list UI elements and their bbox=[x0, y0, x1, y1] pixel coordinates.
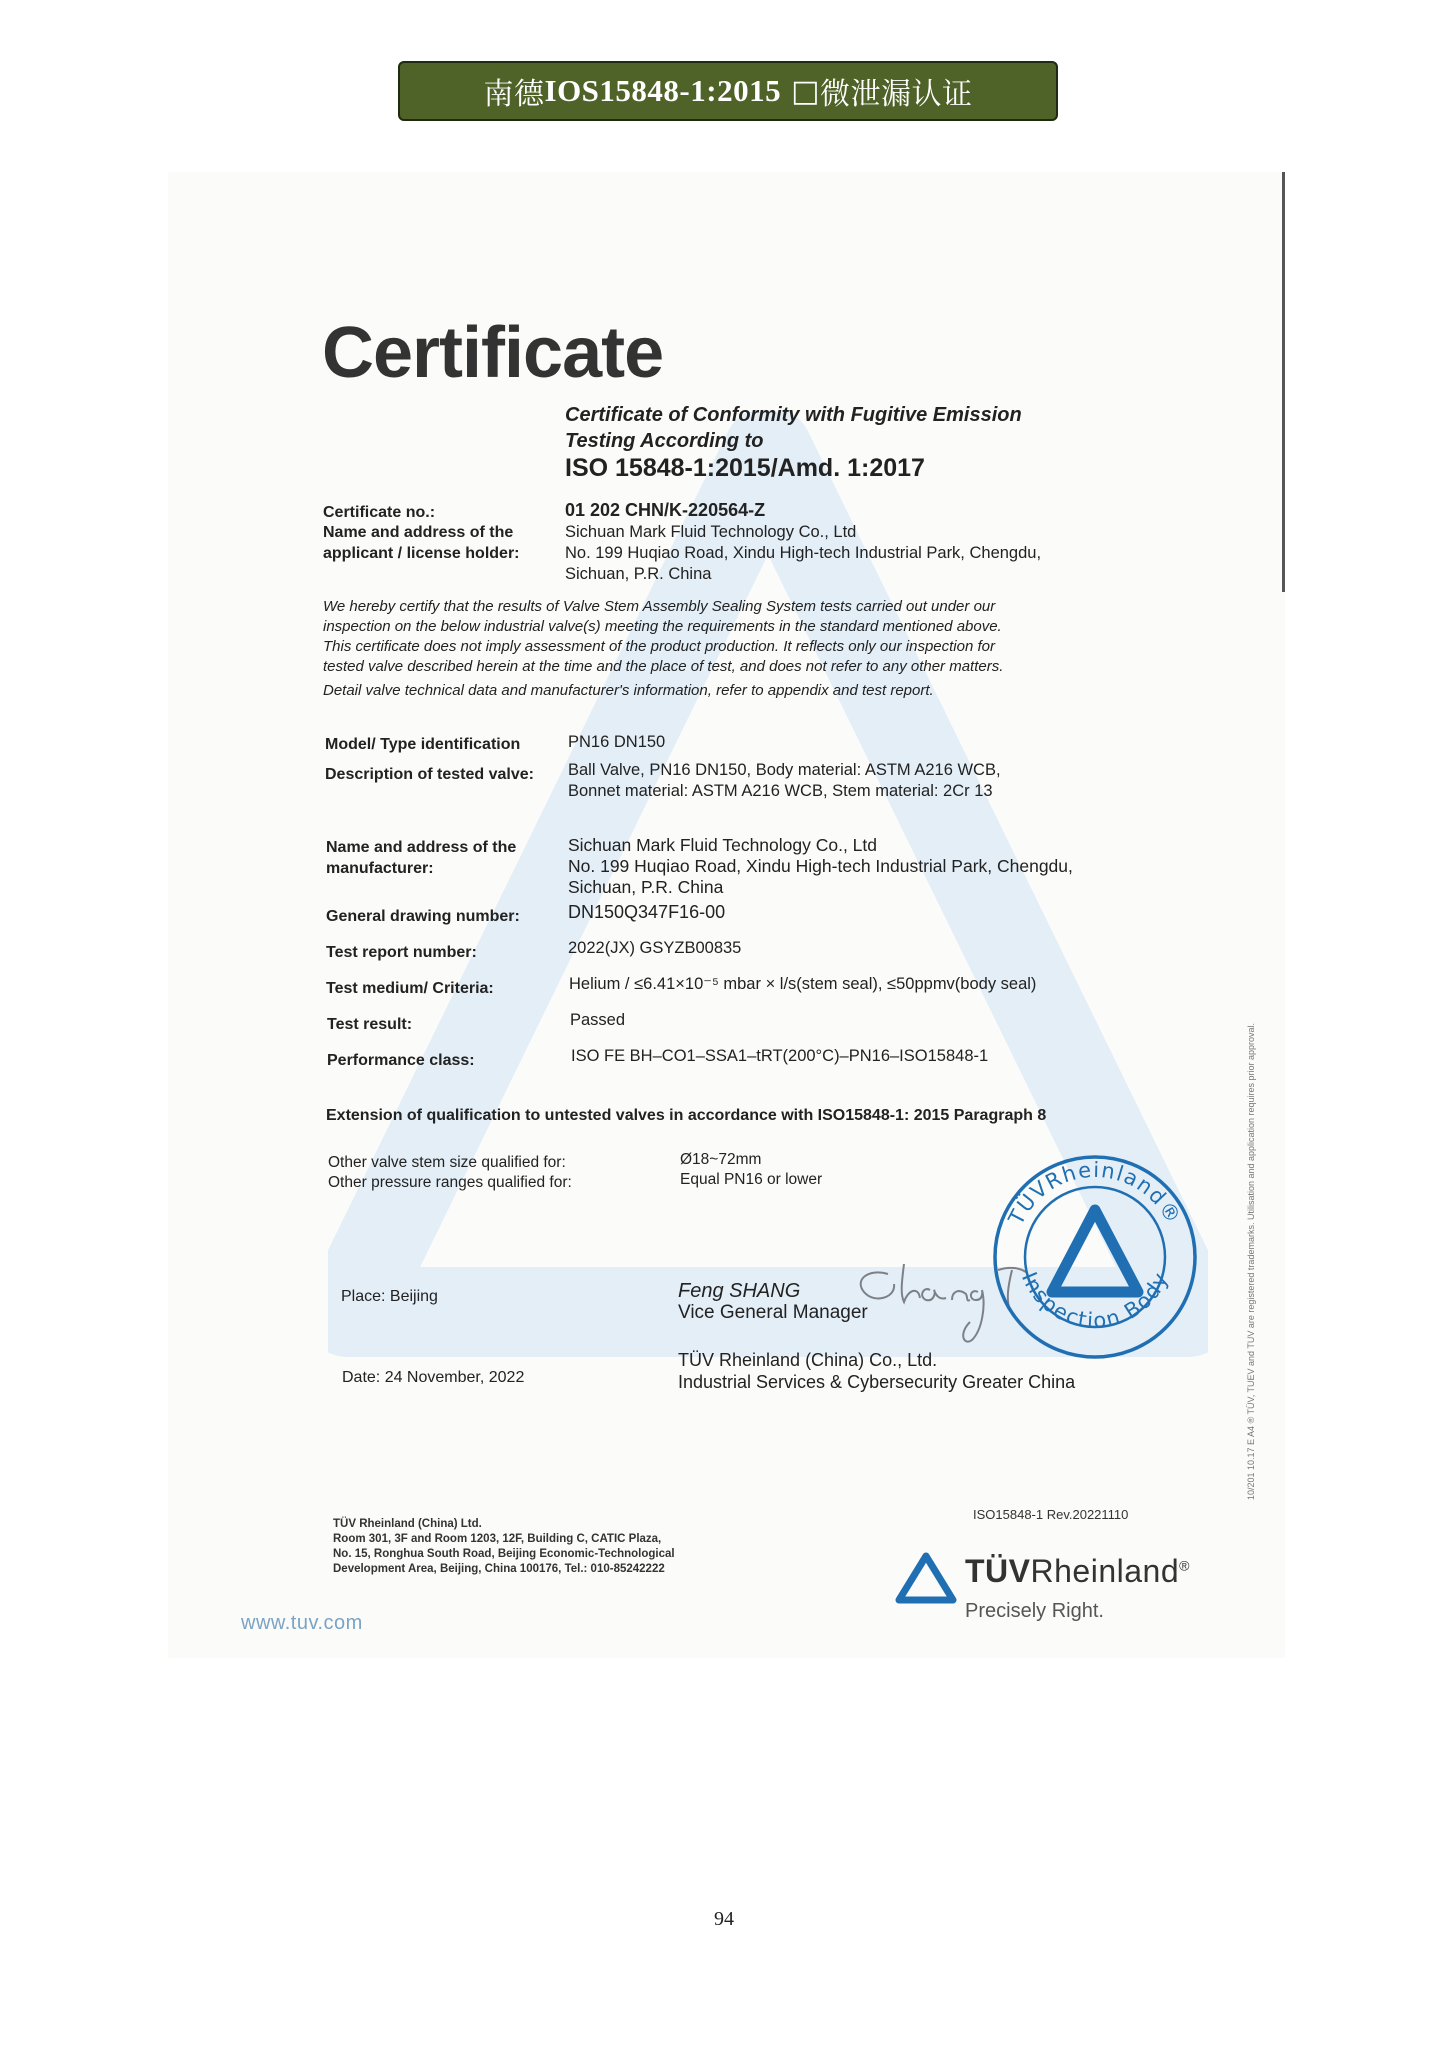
medium-value: Helium / ≤6.41×10⁻⁵ mbar × l/s(stem seal), ≤50ppmv(body seal) bbox=[569, 975, 1037, 993]
manufacturer-value bbox=[568, 835, 1073, 898]
model-label: Model/ Type identification bbox=[325, 736, 521, 753]
model-value: PN16 DN150 bbox=[568, 733, 666, 751]
certificate-scan bbox=[168, 172, 1285, 1658]
certification-statement bbox=[323, 597, 1113, 701]
svg-text:Inspection Body bbox=[1017, 1268, 1173, 1333]
description-line-2: Bonnet material: ASTM A216 WCB, Stem material: 2Cr 13 bbox=[568, 782, 993, 800]
result-label: Test result: bbox=[327, 1016, 413, 1033]
banner-prefix: 南德 bbox=[483, 77, 545, 112]
statement-line: inspection on the below industrial valve(s) meeting the requirements in the standard mentioned above. bbox=[323, 618, 1002, 635]
pressure-value: Equal PN16 or lower bbox=[680, 1171, 823, 1188]
extension-heading: Extension of qualification to untested valves in accordance with ISO15848-1: 2015 Paragraph 8 bbox=[326, 1107, 1047, 1124]
result-value: Passed bbox=[570, 1011, 626, 1029]
statement-line: This certificate does not imply assessment of the product production. It reflects only our inspection for bbox=[323, 638, 995, 655]
company-line-1: TÜV Rheinland (China) Co., Ltd. bbox=[678, 1350, 938, 1370]
footer-address-line: No. 15, Ronghua South Road, Beijing Economic-Technological bbox=[333, 1548, 675, 1560]
brand-name bbox=[965, 1553, 1190, 1590]
report-value: 2022(JX) GSYZB00835 bbox=[568, 939, 742, 957]
signer-name: Feng SHANG bbox=[678, 1280, 801, 1302]
subtitle-line-2: Testing According to bbox=[565, 430, 764, 452]
drawing-value: DN150Q347F16-00 bbox=[568, 902, 726, 922]
brand-mark: ® bbox=[1179, 1557, 1190, 1574]
brand-rest: Rheinland bbox=[1030, 1553, 1180, 1589]
stamp-triangle-icon bbox=[1052, 1210, 1138, 1292]
footer-address-line: Room 301, 3F and Room 1203, 12F, Building C, CATIC Plaza, bbox=[333, 1533, 662, 1545]
footer-address-line: TÜV Rheinland (China) Ltd. bbox=[333, 1518, 482, 1530]
cert-no-label: Certificate no.: bbox=[323, 504, 436, 521]
applicant-line-1: Sichuan Mark Fluid Technology Co., Ltd bbox=[565, 523, 857, 541]
website-link: www.tuv.com bbox=[241, 1612, 363, 1634]
description-line-1: Ball Valve, PN16 DN150, Body material: ASTM A216 WCB, bbox=[568, 761, 1001, 779]
applicant-line-3: Sichuan, P.R. China bbox=[565, 565, 712, 583]
company-line-2: Industrial Services & Cybersecurity Greater China bbox=[678, 1372, 1076, 1392]
certificate-heading: Certificate bbox=[322, 313, 664, 393]
applicant-label-2: applicant / license holder: bbox=[323, 545, 520, 562]
page-number: 94 bbox=[714, 1908, 734, 1930]
signer-title: Vice General Manager bbox=[678, 1302, 868, 1323]
date: Date: 24 November, 2022 bbox=[342, 1369, 525, 1386]
place: Place: Beijing bbox=[341, 1288, 438, 1305]
statement-line: tested valve described herein at the time and the place of test, and does not refer to any other matters. bbox=[323, 658, 1004, 675]
side-trademark-note: 10/201 10.17 E A4 ® TÜV, TUEV and TUV are registered trademarks. Utilisation and application requires prior approval. bbox=[1246, 1022, 1256, 1500]
manufacturer-label-1: Name and address of the bbox=[326, 839, 517, 856]
banner-suffix: 微泄漏认证 bbox=[819, 77, 973, 112]
certificate-standard: ISO 15848-1:2015/Amd. 1:2017 bbox=[565, 454, 925, 482]
manufacturer-label bbox=[326, 837, 516, 879]
certificate-body bbox=[168, 172, 1285, 1658]
pressure-label: Other pressure ranges qualified for: bbox=[328, 1174, 572, 1191]
class-value: ISO FE BH–CO1–SSA1–tRT(200°C)–PN16–ISO15848-1 bbox=[571, 1047, 989, 1065]
manufacturer-label-2: manufacturer: bbox=[326, 860, 434, 877]
footer-address bbox=[333, 1517, 675, 1577]
banner-standard: IOS15848-1:2015 bbox=[544, 73, 782, 108]
description-value bbox=[568, 760, 1001, 802]
manufacturer-line-3: Sichuan, P.R. China bbox=[568, 877, 724, 897]
tuv-logo-triangle-icon bbox=[895, 1552, 957, 1604]
inspection-body-stamp bbox=[990, 1152, 1200, 1362]
class-label: Performance class: bbox=[327, 1052, 475, 1069]
drawing-label: General drawing number: bbox=[326, 908, 520, 925]
manufacturer-line-1: Sichuan Mark Fluid Technology Co., Ltd bbox=[568, 835, 878, 855]
stem-size-label: Other valve stem size qualified for: bbox=[328, 1154, 566, 1171]
stamp-top-text: TÜVRheinland® bbox=[1003, 1157, 1187, 1229]
brand-slogan: Precisely Right. bbox=[965, 1600, 1104, 1622]
footer-address-line: Development Area, Beijing, China 100176, Tel.: 010-85242222 bbox=[333, 1563, 665, 1575]
applicant-line-2: No. 199 Huqiao Road, Xindu High-tech Industrial Park, Chengdu, bbox=[565, 544, 1042, 562]
brand-bold: TÜV bbox=[965, 1553, 1031, 1589]
header-banner bbox=[398, 61, 1058, 121]
applicant-value bbox=[565, 522, 1041, 585]
medium-label: Test medium/ Criteria: bbox=[326, 980, 494, 997]
subtitle-line-1: Certificate of Conformity with Fugitive Emission bbox=[565, 404, 1022, 426]
description-label: Description of tested valve: bbox=[325, 766, 534, 783]
stem-size-value: Ø18~72mm bbox=[680, 1151, 762, 1168]
cert-no-value: 01 202 CHN/K-220564-Z bbox=[565, 500, 766, 520]
stamp-bottom-text: Inspection Body bbox=[1016, 1268, 1174, 1333]
footer-revision: ISO15848-1 Rev.20221110 bbox=[973, 1507, 1129, 1522]
applicant-label-1: Name and address of the bbox=[323, 524, 514, 541]
banner-glyph: □ bbox=[791, 73, 820, 109]
statement-line: Detail valve technical data and manufacturer's information, refer to appendix and test report. bbox=[323, 682, 934, 699]
report-label: Test report number: bbox=[326, 944, 477, 961]
manufacturer-line-2: No. 199 Huqiao Road, Xindu High-tech Industrial Park, Chengdu, bbox=[568, 856, 1073, 876]
statement-line: We hereby certify that the results of Valve Stem Assembly Sealing System tests carried out under our bbox=[323, 598, 996, 615]
applicant-label bbox=[323, 522, 520, 564]
certificate-subtitle bbox=[565, 402, 1022, 454]
